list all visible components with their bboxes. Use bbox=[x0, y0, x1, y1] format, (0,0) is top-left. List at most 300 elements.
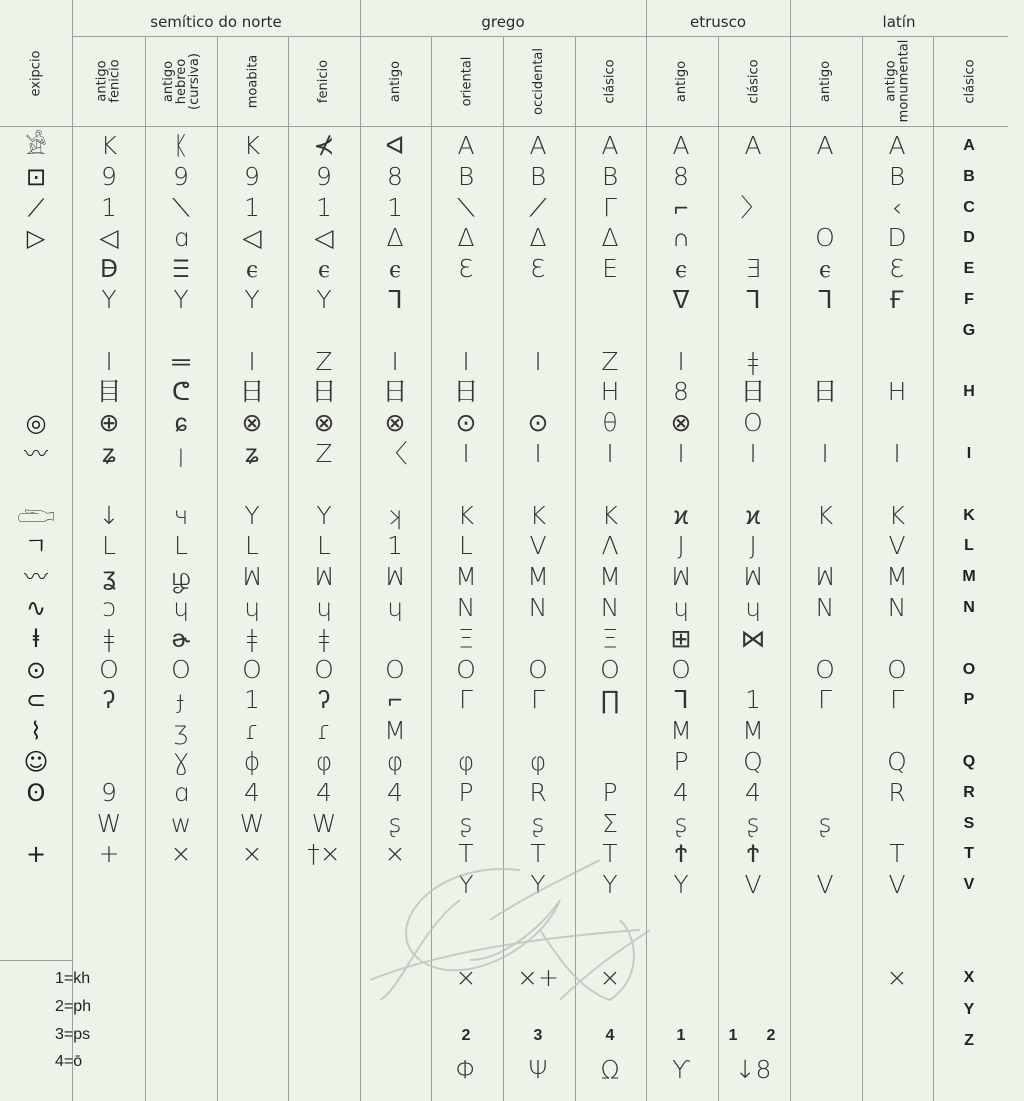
letter-glyph: ⊀ bbox=[313, 131, 335, 160]
letter-glyph: I bbox=[677, 439, 685, 468]
letter-glyph: Ɛ bbox=[458, 254, 474, 284]
letter-glyph: L bbox=[102, 531, 116, 561]
letter-glyph: ǂ bbox=[103, 623, 115, 653]
letter-glyph: ᒣ bbox=[673, 685, 689, 715]
letter-glyph: ꟽ bbox=[742, 562, 764, 592]
letter-glyph: ʑ bbox=[245, 439, 259, 468]
letter-glyph: Γ bbox=[531, 685, 545, 715]
latin-letter: S bbox=[963, 814, 975, 832]
letter-glyph: ʑ bbox=[102, 439, 116, 468]
eye-ring-icon: ◎ bbox=[25, 409, 47, 438]
latin-letter: A bbox=[963, 137, 975, 154]
letter-glyph: ɥ bbox=[745, 593, 761, 622]
letter-glyph: ɕ bbox=[174, 408, 188, 438]
letter-glyph: M bbox=[742, 716, 764, 746]
letter-glyph: I bbox=[893, 439, 901, 468]
latin-letter: M bbox=[962, 568, 976, 586]
letter-glyph: L bbox=[317, 531, 331, 561]
letter-glyph: N bbox=[456, 593, 476, 622]
letter-glyph: ɥ bbox=[673, 593, 689, 622]
letter-glyph: ⊗ bbox=[670, 408, 692, 438]
letter-glyph: O bbox=[385, 654, 405, 684]
letter-glyph: ᒣ bbox=[817, 285, 833, 314]
letter-glyph: K bbox=[243, 131, 261, 160]
latin-letter: X bbox=[963, 969, 975, 986]
letter-glyph: 4 bbox=[387, 777, 403, 807]
ox-head-icon: 𓀀 bbox=[25, 132, 47, 160]
letter-glyph: ꟽ bbox=[241, 562, 263, 592]
letter-glyph: L bbox=[459, 531, 473, 561]
letter-glyph: W bbox=[239, 808, 265, 838]
letter-glyph: ꟽ bbox=[814, 562, 836, 592]
letter-glyph: ⋈ bbox=[740, 623, 766, 653]
letter-glyph: ‹ bbox=[892, 192, 902, 222]
letter-glyph: R bbox=[888, 777, 906, 807]
letter-glyph: I bbox=[606, 439, 614, 468]
letter-glyph: Γ bbox=[818, 685, 832, 715]
letter-glyph: ǂ bbox=[747, 346, 759, 376]
letter-glyph: L bbox=[245, 531, 259, 561]
letter-glyph: Ω bbox=[600, 1055, 620, 1084]
letter-glyph: ꟽ bbox=[384, 562, 406, 592]
letter-glyph: 8 bbox=[673, 161, 689, 191]
letter-glyph: 9 bbox=[101, 161, 117, 191]
letter-glyph: Y bbox=[173, 285, 189, 314]
letter-glyph: ⊙ bbox=[527, 408, 549, 438]
letter-glyph: ч bbox=[173, 500, 189, 530]
letter-glyph: ⊗ bbox=[313, 408, 335, 438]
letter-glyph: 8 bbox=[673, 377, 689, 407]
column-header-label: antigo bbox=[388, 60, 403, 102]
letter-glyph: ∩ bbox=[672, 223, 690, 253]
letter-glyph: K bbox=[529, 500, 547, 530]
letter-glyph: ழ bbox=[170, 562, 192, 592]
letter-glyph: ɚ bbox=[171, 623, 191, 653]
footnote-number: 4 bbox=[605, 1027, 615, 1044]
papyrus-icon: ⌇ bbox=[30, 717, 42, 746]
letter-glyph: × bbox=[886, 963, 908, 992]
legend-item-ph: 2=ph bbox=[55, 998, 92, 1015]
letter-glyph: 1 bbox=[387, 531, 403, 561]
letter-glyph: M bbox=[527, 562, 549, 592]
letter-glyph: Ɛ bbox=[530, 254, 546, 284]
letter-glyph: I bbox=[391, 346, 399, 376]
latin-letter: Z bbox=[964, 1032, 974, 1049]
column-header-label: clásico bbox=[746, 58, 762, 104]
letter-glyph: Ǝ bbox=[745, 254, 761, 284]
letter-glyph: 9 bbox=[244, 161, 260, 191]
letter-glyph: ⊙ bbox=[455, 408, 477, 438]
letter-glyph: ʂ bbox=[531, 808, 545, 838]
letter-glyph: 日 bbox=[453, 377, 479, 407]
letter-glyph: A bbox=[888, 131, 906, 160]
letter-glyph: Ϯ bbox=[747, 839, 759, 869]
letter-glyph: M bbox=[599, 562, 621, 592]
letter-glyph: 目 bbox=[96, 377, 122, 407]
letter-glyph: ᴡ bbox=[170, 808, 192, 838]
latin-letter: L bbox=[964, 537, 974, 555]
column-header-label: antigo hebreo (cursiva) bbox=[160, 52, 202, 110]
letter-glyph: I bbox=[105, 346, 113, 376]
egyptian-label: exipcio bbox=[28, 49, 44, 97]
letter-glyph: O bbox=[815, 654, 835, 684]
letter-glyph: Y bbox=[101, 285, 117, 314]
letter-glyph: ǂ bbox=[246, 623, 258, 653]
latin-letter: B bbox=[963, 167, 975, 185]
letter-glyph: ꞁ bbox=[177, 439, 185, 468]
letter-glyph: ʂ bbox=[818, 808, 832, 838]
latin-letter: P bbox=[963, 691, 975, 709]
letter-glyph: ɾ bbox=[317, 716, 331, 746]
column-header-label: clásico bbox=[963, 58, 978, 104]
letter-glyph: W bbox=[96, 808, 122, 838]
letter-glyph: O bbox=[887, 654, 907, 684]
letter-glyph: ɥ bbox=[387, 593, 403, 622]
letter-glyph: ⊕ bbox=[98, 408, 120, 438]
latin-letter: Q bbox=[962, 753, 976, 770]
letter-glyph: × bbox=[455, 963, 477, 992]
footnote-number: 2 bbox=[461, 1027, 471, 1044]
letter-glyph: ⟋ bbox=[529, 192, 547, 222]
letter-glyph: ᕦ bbox=[171, 377, 191, 407]
letter-glyph: ɸ bbox=[243, 747, 261, 776]
letter-glyph: ⲉ bbox=[318, 254, 330, 284]
letter-glyph: N bbox=[528, 593, 548, 622]
letter-glyph: × bbox=[241, 839, 263, 869]
letter-glyph: O bbox=[314, 654, 334, 684]
letter-glyph: + bbox=[98, 839, 120, 869]
letter-glyph: V bbox=[744, 870, 762, 900]
letter-glyph: Σ bbox=[602, 808, 618, 838]
letter-glyph: O bbox=[815, 223, 835, 253]
letter-glyph: ɥ bbox=[316, 593, 332, 622]
legend-item-kh: 1=kh bbox=[55, 970, 91, 987]
letter-glyph: 9 bbox=[316, 161, 332, 191]
letter-glyph: 1 bbox=[244, 192, 260, 222]
letter-glyph: †× bbox=[307, 839, 341, 869]
column-header-label: antigo bbox=[818, 60, 834, 102]
letter-glyph: Ɣ bbox=[172, 747, 190, 776]
latin-letter: H bbox=[963, 383, 975, 401]
letter-glyph: φ bbox=[529, 747, 547, 776]
letter-glyph: A bbox=[816, 131, 834, 160]
letter-glyph: 1 bbox=[745, 685, 761, 715]
letter-glyph: ɟ bbox=[176, 685, 186, 715]
letter-glyph: 1 bbox=[244, 685, 260, 715]
letter-glyph: 日 bbox=[382, 377, 408, 407]
letter-glyph: M bbox=[670, 716, 692, 746]
letter-glyph: ⲉ bbox=[389, 254, 401, 284]
letter-glyph: 9 bbox=[101, 777, 117, 807]
letter-glyph: Φ bbox=[455, 1055, 477, 1084]
letter-glyph: Z bbox=[315, 346, 333, 376]
letter-glyph: O bbox=[99, 654, 119, 684]
letter-glyph: Δ bbox=[529, 223, 547, 253]
letter-glyph: Y bbox=[458, 870, 474, 900]
letter-glyph: I bbox=[534, 346, 542, 376]
letter-glyph: L bbox=[174, 531, 188, 561]
latin-letter: C bbox=[963, 198, 975, 216]
letter-glyph: Z bbox=[601, 346, 619, 376]
letter-glyph: Γ bbox=[459, 685, 473, 715]
latin-letter: E bbox=[963, 260, 975, 278]
letter-glyph: ᛕ bbox=[173, 131, 189, 160]
letter-glyph: × bbox=[599, 963, 621, 992]
letter-glyph: 9 bbox=[173, 161, 189, 191]
letter-glyph: Z bbox=[315, 439, 333, 468]
latin-letter: V bbox=[963, 876, 975, 894]
letter-glyph: D bbox=[887, 223, 907, 253]
letter-glyph: Ϯ bbox=[675, 839, 687, 869]
latin-letter: R bbox=[963, 783, 975, 801]
palm-icon: 𓂧 bbox=[17, 501, 55, 530]
letter-glyph: O bbox=[171, 654, 191, 684]
letter-glyph: R bbox=[529, 777, 547, 807]
letter-glyph: ⊞ bbox=[670, 623, 692, 653]
letter-glyph: ᐊ bbox=[385, 131, 405, 160]
letter-glyph: ϰ bbox=[745, 500, 761, 530]
letter-glyph: I bbox=[821, 439, 829, 468]
letter-glyph: I bbox=[677, 346, 685, 376]
letter-glyph: V bbox=[888, 870, 906, 900]
letter-glyph: ⲉ bbox=[675, 254, 687, 284]
letter-glyph: I bbox=[462, 346, 470, 376]
latin-letter: O bbox=[962, 660, 976, 678]
letter-glyph: 8 bbox=[387, 161, 403, 191]
letter-glyph: ⊗ bbox=[384, 408, 406, 438]
letter-glyph: 4 bbox=[244, 777, 260, 807]
letter-glyph: B bbox=[888, 161, 906, 191]
letter-glyph: Q bbox=[887, 747, 907, 776]
monkey-icon: ☺ bbox=[23, 748, 49, 776]
letter-glyph: ∏ bbox=[599, 685, 621, 715]
letter-glyph: B bbox=[529, 161, 547, 191]
letter-glyph: T bbox=[458, 839, 474, 869]
letter-glyph: Λ bbox=[601, 531, 619, 561]
letter-glyph: P bbox=[673, 747, 689, 776]
letter-glyph: Ψ bbox=[528, 1055, 548, 1084]
letter-glyph: T bbox=[889, 839, 905, 869]
letter-glyph: ꟽ bbox=[670, 562, 692, 592]
footnote-number: 1 bbox=[728, 1027, 738, 1044]
letter-glyph: ⟍ bbox=[457, 192, 475, 222]
letter-glyph: Ƴ bbox=[672, 1055, 690, 1084]
letter-glyph: 1 bbox=[387, 192, 403, 222]
letter-glyph: ×+ bbox=[517, 963, 559, 992]
latin-letter: Y bbox=[963, 1001, 975, 1018]
group-title: etrusco bbox=[689, 13, 747, 31]
letter-glyph: Y bbox=[673, 870, 689, 900]
letter-glyph: M bbox=[384, 716, 406, 746]
letter-glyph: 〉 bbox=[740, 192, 766, 222]
letter-glyph: × bbox=[384, 839, 406, 869]
eye-icon: ⊙ bbox=[25, 655, 47, 684]
letter-glyph: ═ bbox=[172, 346, 190, 376]
letter-glyph: I bbox=[248, 346, 256, 376]
letter-glyph: ⟍ bbox=[172, 192, 190, 222]
legend-item-o: 4=ō bbox=[55, 1053, 83, 1070]
latin-letter: I bbox=[966, 445, 972, 462]
letter-glyph: N bbox=[887, 593, 907, 622]
column-header-label: fenicio bbox=[316, 59, 332, 103]
letter-glyph: ǂ bbox=[318, 623, 330, 653]
letter-glyph: W bbox=[311, 808, 337, 838]
legend-item-ps: 3=ps bbox=[55, 1026, 91, 1043]
letter-glyph: θ bbox=[602, 408, 618, 438]
letter-glyph: T bbox=[530, 839, 546, 869]
letter-glyph: K bbox=[888, 500, 906, 530]
letter-glyph: Ⲷ bbox=[173, 254, 189, 284]
head-icon: ʘ bbox=[26, 778, 46, 807]
letter-glyph: φ bbox=[457, 747, 475, 776]
letter-glyph: Ɛ bbox=[889, 254, 905, 284]
letter-glyph: ᒣ bbox=[387, 285, 403, 314]
letter-glyph: ɑ bbox=[173, 777, 189, 807]
letter-glyph: K bbox=[816, 500, 834, 530]
letter-glyph: A bbox=[457, 131, 475, 160]
column-header-label: antigo bbox=[674, 60, 690, 102]
latin-letter: K bbox=[963, 506, 975, 524]
letter-glyph: B bbox=[457, 161, 475, 191]
letter-glyph: V bbox=[816, 870, 834, 900]
letter-glyph: ɑ bbox=[173, 223, 189, 253]
letter-glyph: 4 bbox=[316, 777, 332, 807]
pillar-icon: ⱡ bbox=[32, 624, 40, 653]
letter-glyph: Ꟈ bbox=[99, 254, 119, 284]
letter-glyph: ⲉ bbox=[246, 254, 258, 284]
letter-glyph: ɾ bbox=[245, 716, 259, 746]
letter-glyph: ɥ bbox=[244, 593, 260, 622]
letter-glyph: ϰ bbox=[673, 500, 689, 530]
letter-glyph: ↓8 bbox=[734, 1055, 772, 1084]
letter-glyph: ʂ bbox=[674, 808, 688, 838]
throwing-stick-icon: ⟋ bbox=[27, 193, 45, 222]
column-header-label: moabita bbox=[244, 54, 260, 108]
column-header-label: occidental bbox=[531, 47, 547, 115]
letter-glyph: φ bbox=[386, 747, 404, 776]
cross-icon: + bbox=[25, 840, 47, 869]
letter-glyph: M bbox=[455, 562, 477, 592]
latin-letter: G bbox=[962, 321, 976, 339]
hand-icon: 〰 bbox=[24, 440, 48, 468]
letter-glyph: N bbox=[815, 593, 835, 622]
letter-glyph: Y bbox=[530, 870, 546, 900]
letter-glyph: O bbox=[671, 654, 691, 684]
letter-glyph: ↓ bbox=[98, 500, 120, 530]
letter-glyph: 日 bbox=[239, 377, 265, 407]
letter-glyph: × bbox=[170, 839, 192, 869]
column-header-label: oriental bbox=[459, 56, 475, 106]
letter-glyph: V bbox=[888, 531, 906, 561]
letter-glyph: E bbox=[602, 254, 618, 284]
letter-glyph: φ bbox=[315, 747, 333, 776]
latin-letter: N bbox=[963, 599, 975, 616]
letter-glyph: Δ bbox=[457, 223, 475, 253]
letter-glyph: ʔ bbox=[102, 685, 116, 715]
letter-glyph: K bbox=[100, 131, 118, 160]
letter-glyph: ʂ bbox=[388, 808, 402, 838]
house-icon: ⊡ bbox=[25, 162, 47, 191]
footnote-number: 2 bbox=[766, 1027, 776, 1044]
letter-glyph: Q bbox=[743, 747, 763, 776]
letter-glyph: ɥ bbox=[173, 593, 189, 622]
letter-glyph: ◁ bbox=[314, 223, 334, 253]
letter-glyph: K bbox=[601, 500, 619, 530]
snake-icon: ∿ bbox=[25, 594, 47, 622]
letter-glyph: 日 bbox=[812, 377, 838, 407]
letter-glyph: ⊗ bbox=[241, 408, 263, 438]
letter-glyph: A bbox=[672, 131, 690, 160]
letter-glyph: 1 bbox=[101, 192, 117, 222]
letter-glyph: ʂ bbox=[459, 808, 473, 838]
letter-glyph: M bbox=[886, 562, 908, 592]
letter-glyph: ᒣ bbox=[745, 285, 761, 314]
letter-glyph: T bbox=[602, 839, 618, 869]
column-header-label: antigo fenicio bbox=[94, 59, 123, 103]
letter-glyph: ʔ bbox=[317, 685, 331, 715]
letter-glyph: O bbox=[456, 654, 476, 684]
letter-glyph: ʂ bbox=[746, 808, 760, 838]
letter-glyph: H bbox=[887, 377, 907, 407]
letter-glyph: ⌐ bbox=[673, 192, 689, 222]
letter-glyph: Y bbox=[316, 500, 332, 530]
letter-glyph: ꟽ bbox=[313, 562, 335, 592]
latin-letter: T bbox=[964, 845, 974, 863]
letter-glyph: A bbox=[744, 131, 762, 160]
latin-letter: D bbox=[963, 229, 975, 247]
footnote-number: 3 bbox=[533, 1027, 543, 1044]
door-icon: ▷ bbox=[26, 224, 46, 253]
letter-glyph: P bbox=[458, 777, 474, 807]
crook-icon: ㄱ bbox=[24, 532, 48, 561]
letter-glyph: 4 bbox=[745, 777, 761, 807]
letter-glyph: B bbox=[601, 161, 619, 191]
letter-glyph: A bbox=[529, 131, 547, 160]
letter-glyph: ʞ bbox=[386, 500, 404, 530]
letter-glyph: 1 bbox=[316, 192, 332, 222]
letter-glyph: Y bbox=[244, 285, 260, 314]
letter-glyph: ʓ bbox=[102, 562, 116, 592]
letter-glyph: O bbox=[743, 408, 763, 438]
letter-glyph: Y bbox=[316, 285, 332, 314]
group-title: grego bbox=[481, 13, 525, 31]
letter-glyph: ᐁ bbox=[672, 285, 690, 314]
letter-glyph: I bbox=[462, 439, 470, 468]
mouth-icon: ⊂ bbox=[25, 686, 47, 715]
letter-glyph: 4 bbox=[673, 777, 689, 807]
column-header-label: clásico bbox=[603, 58, 618, 104]
letter-glyph: I bbox=[534, 439, 542, 468]
group-title: latín bbox=[882, 13, 916, 31]
letter-glyph: J bbox=[677, 531, 685, 561]
letter-glyph: ɔ bbox=[102, 593, 116, 622]
letter-glyph: H bbox=[600, 377, 620, 407]
letter-glyph: 日 bbox=[311, 377, 337, 407]
letter-glyph: Ғ bbox=[890, 285, 904, 314]
letter-glyph: Δ bbox=[601, 223, 619, 253]
footnote-number: 1 bbox=[676, 1027, 686, 1044]
water-icon: 〰 bbox=[24, 563, 48, 592]
letter-glyph: N bbox=[600, 593, 620, 622]
letter-glyph: V bbox=[529, 531, 547, 561]
letter-glyph: 日 bbox=[740, 377, 766, 407]
letter-glyph: Y bbox=[244, 500, 260, 530]
letter-glyph: I bbox=[749, 439, 757, 468]
letter-glyph: O bbox=[242, 654, 262, 684]
letter-glyph: 〈 bbox=[382, 439, 408, 468]
letter-glyph: O bbox=[600, 654, 620, 684]
letter-glyph: K bbox=[457, 500, 475, 530]
